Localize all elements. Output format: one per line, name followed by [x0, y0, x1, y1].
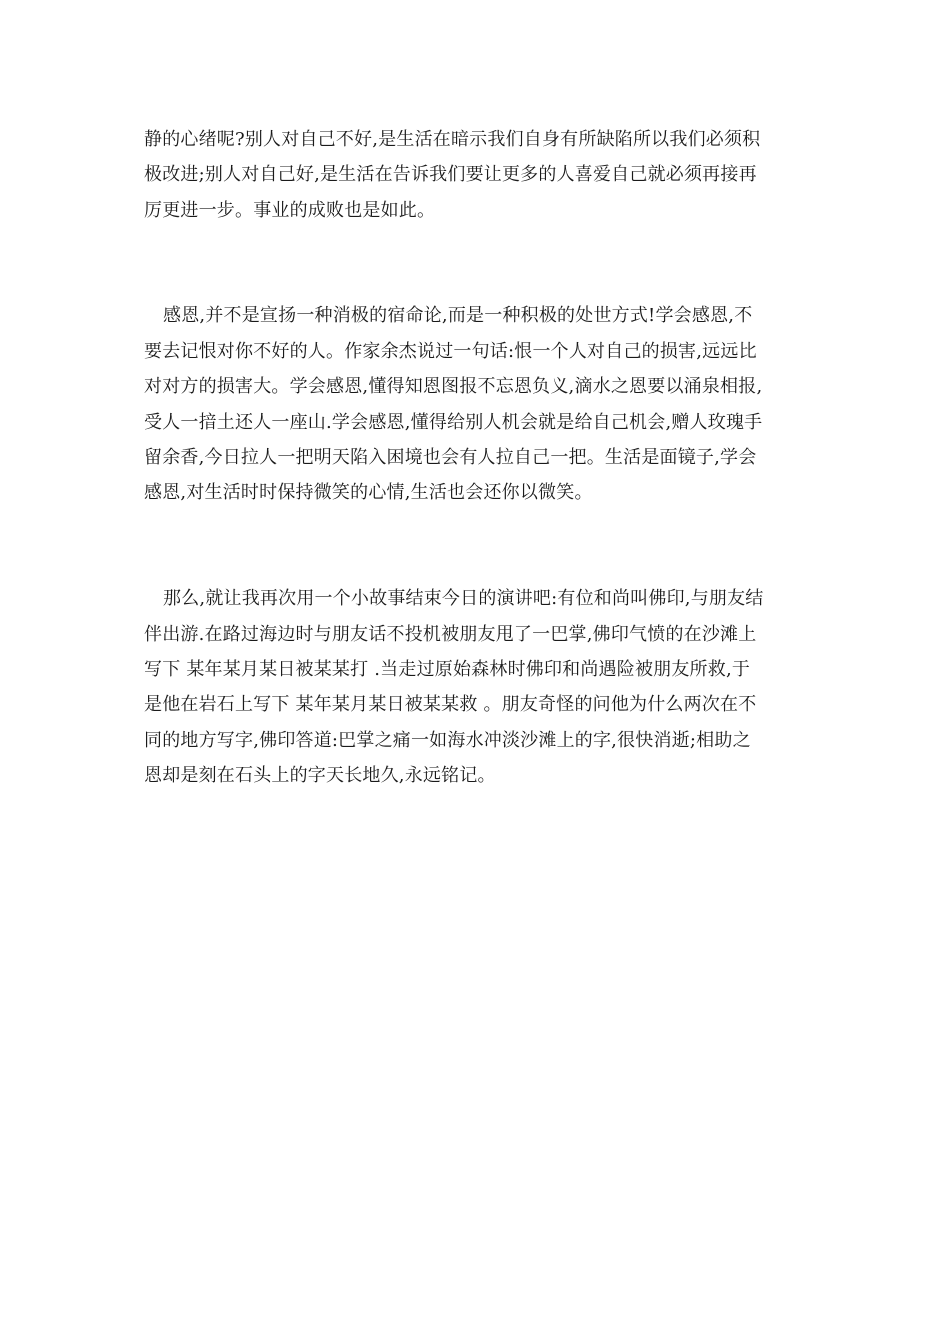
paragraph-2-line-6: 感恩,对生活时时保持微笑的心情,生活也会还你以微笑。 — [144, 482, 593, 503]
paragraph-2-line-5: 留余香,今日拉人一把明天陷入困境也会有人拉自己一把。生活是面镜子,学会 — [144, 447, 757, 468]
paragraph-3-line-1: 那么,就让我再次用一个小故事结束今日的演讲吧:有位和尚叫佛印,与朋友结 — [163, 588, 764, 609]
paragraph-3-line-4: 是他在岩石上写下 某年某月某日被某某救 。朋友奇怪的问他为什么两次在不 — [144, 694, 757, 715]
paragraph-3-line-3: 写下 某年某月某日被某某打 .当走过原始森林时佛印和尚遇险被朋友所救,于 — [144, 659, 751, 680]
paragraph-1-line-3: 厉更进一步。事业的成败也是如此。 — [144, 200, 436, 221]
paragraph-2-line-1: 感恩,并不是宣扬一种消极的宿命论,而是一种积极的处世方式!学会感恩,不 — [163, 305, 753, 326]
paragraph-1-line-2: 极改进;别人对自己好,是生活在告诉我们要让更多的人喜爱自己就必须再接再 — [144, 164, 757, 185]
paragraph-2-line-4: 受人一揞土还人一座山.学会感恩,懂得给别人机会就是给自己机会,赠人玫瑰手 — [144, 412, 763, 433]
paragraph-3-line-6: 恩却是刻在石头上的字天长地久,永远铭记。 — [144, 765, 496, 786]
paragraph-2-line-2: 要去记恨对你不好的人。作家余杰说过一句话:恨一个人对自己的损害,远远比 — [144, 341, 757, 362]
paragraph-1-line-1: 静的心绪呢?别人对自己不好,是生活在暗示我们自身有所缺陷所以我们必须积 — [144, 129, 761, 150]
paragraph-2-line-3: 对对方的损害大。学会感恩,懂得知恩图报不忘恩负义,滴水之恩要以涌泉相报, — [144, 376, 763, 397]
paragraph-3-line-2: 伴出游.在路过海边时与朋友话不投机被朋友甩了一巴掌,佛印气愤的在沙滩上 — [144, 624, 757, 645]
paragraph-3-line-5: 同的地方写字,佛印答道:巴掌之痛一如海水冲淡沙滩上的字,很快消逝;相助之 — [144, 730, 751, 751]
